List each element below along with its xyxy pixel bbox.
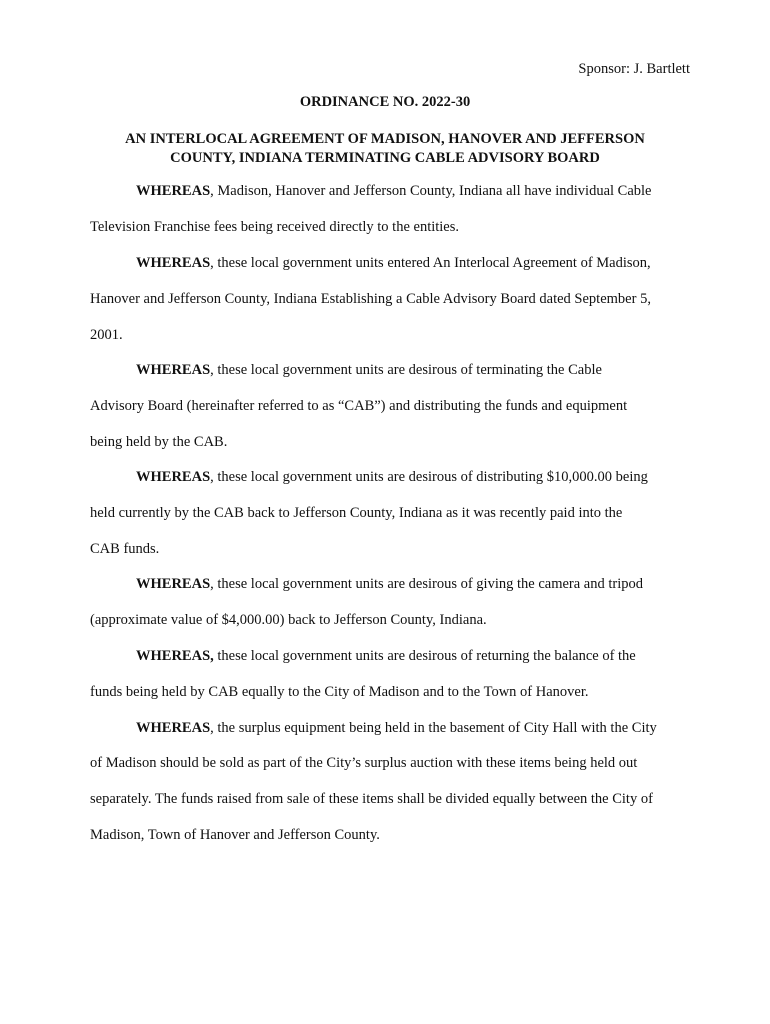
- ordinance-title: [0, 130, 770, 168]
- clause-text: , these local government units are desirous of giving the camera and tripod: [210, 576, 643, 592]
- clause-text: , these local government units entered An Interlocal Agreement of Madison,: [210, 255, 651, 271]
- whereas-keyword: WHEREAS,: [136, 648, 214, 664]
- clause-3-line: being held by the CAB.: [90, 434, 228, 450]
- whereas-keyword: WHEREAS: [136, 183, 211, 199]
- clause-text: these local government units are desirous of returning the balance of the: [213, 648, 636, 664]
- whereas-keyword: WHEREAS: [136, 720, 211, 736]
- whereas-keyword: WHEREAS: [136, 362, 211, 378]
- clause-text: , these local government units are desirous of distributing $10,000.00 being: [210, 469, 648, 485]
- clause-text: , the surplus equipment being held in the basement of City Hall with the City: [210, 720, 657, 736]
- whereas-keyword: WHEREAS: [136, 255, 211, 271]
- clause-4-line: CAB funds.: [90, 541, 160, 557]
- clause-7-line: of Madison should be sold as part of the City’s surplus auction with these items being held out: [90, 755, 638, 771]
- whereas-keyword: WHEREAS: [136, 576, 211, 592]
- clause-7-line: Madison, Town of Hanover and Jefferson County.: [90, 827, 380, 843]
- clause-2-first-line: [136, 255, 651, 272]
- clause-6-first-line: [136, 648, 636, 665]
- clause-4-first-line: [136, 469, 648, 486]
- title-line: AN INTERLOCAL AGREEMENT OF MADISON, HANOVER AND JEFFERSON: [125, 131, 645, 147]
- ordinance-number: ORDINANCE NO. 2022-30: [299, 94, 471, 110]
- clause-3-first-line: [136, 362, 602, 379]
- whereas-keyword: WHEREAS: [136, 469, 211, 485]
- clause-2-line: Hanover and Jefferson County, Indiana Establishing a Cable Advisory Board dated September 5,: [90, 291, 651, 307]
- clause-5-line: (approximate value of $4,000.00) back to Jefferson County, Indiana.: [90, 612, 487, 628]
- title-line: COUNTY, INDIANA TERMINATING CABLE ADVISORY BOARD: [170, 150, 600, 166]
- clause-3-line: Advisory Board (hereinafter referred to as “CAB”) and distributing the funds and equipment: [90, 398, 628, 414]
- clause-1-first-line: [136, 183, 651, 200]
- clause-4-line: held currently by the CAB back to Jefferson County, Indiana as it was recently paid into the: [90, 505, 623, 521]
- clause-text: , Madison, Hanover and Jefferson County, Indiana all have individual Cable: [210, 183, 652, 199]
- clause-1-line: Television Franchise fees being received directly to the entities.: [90, 219, 460, 235]
- clause-7-first-line: [136, 720, 657, 737]
- clause-2-line: 2001.: [90, 327, 123, 343]
- clause-text: , these local government units are desirous of terminating the Cable: [210, 362, 602, 378]
- clause-5-first-line: [136, 576, 643, 593]
- clause-6-line: funds being held by CAB equally to the City of Madison and to the Town of Hanover.: [90, 684, 589, 700]
- sponsor-line: Sponsor: J. Bartlett: [578, 61, 690, 77]
- clause-7-line: separately. The funds raised from sale of these items shall be divided equally between the City of: [90, 791, 653, 807]
